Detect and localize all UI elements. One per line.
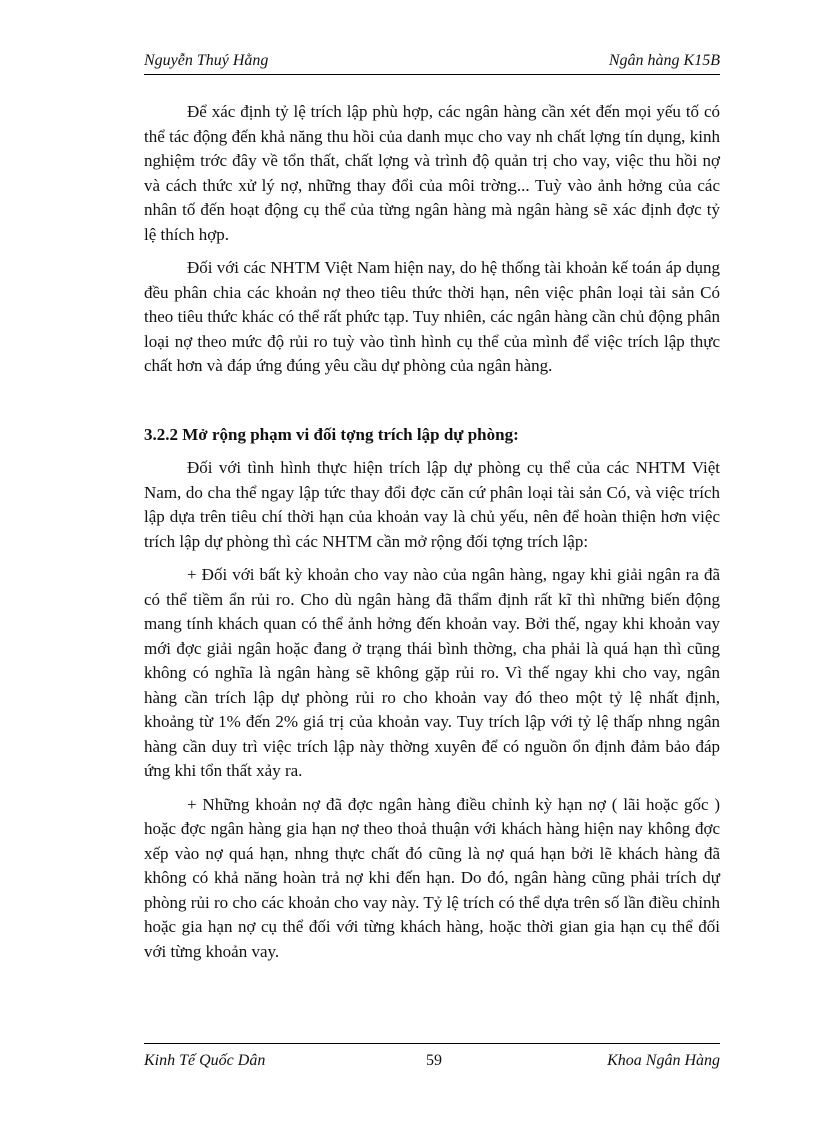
header-department: Ngân hàng K15B [608, 52, 720, 69]
footer-rule [144, 1043, 720, 1044]
paragraph-2: Đối với các NHTM Việt Nam hiện nay, do hệ thống tài khoản kế toán áp dụng đều phân chia các khoản nợ theo tiêu thức thời hạn, nên việc phân loại tài sản Có theo tiêu thức khác có thể rất phức tạp. Tuy nhiên, các ngân hàng cần chủ động phân loại nợ theo mức độ rủi ro tuỳ vào tình hình cụ thể của mình để việc trích lập thực chất hơn và đáp ứng đúng yêu cầu dự phòng của ngân hàng. [144, 258, 720, 375]
header-author: Nguyễn Thuý Hằng [144, 52, 269, 69]
header-rule [144, 74, 720, 75]
paragraph-1: Để xác định tỷ lệ trích lập phù hợp, các ngân hàng cần xét đến mọi yếu tố có thể tác động đến khả năng thu hồi của danh mục cho vay nh chất lợng tín dụng, kinh nghiệm trớc đây về tổn thất, chất lợng và trình độ quản trị cho vay, việc thu hồi nợ và cách thức xử lý nợ, những thay đổi của môi trờng... Tuỳ vào ảnh hởng của các nhân tố đến hoạt động cụ thể của từng ngân hàng mà ngân hàng sẽ xác định đợc tỷ lệ thích hợp. [144, 102, 720, 244]
page-body [144, 100, 720, 964]
page-number: 59 [426, 1052, 442, 1069]
footer-faculty: Khoa Ngân Hàng [607, 1052, 720, 1069]
section-heading: 3.2.2 Mở rộng phạm vi đối tợng trích lập dự phòng: [144, 424, 519, 444]
paragraph-5: + Những khoản nợ đã đợc ngân hàng điều chỉnh kỳ hạn nợ ( lãi hoặc gốc ) hoặc đợc ngân hàng gia hạn nợ theo thoả thuận với khách hàng hiện nay không đợc xếp vào nợ quá hạn, nhng thực chất đó cũng là nợ quá hạn bởi lẽ khách hàng đã không có khả năng hoàn trả nợ khi đến hạn. Do đó, ngân hàng cũng phải trích dự phòng rủi ro cho các khoản cho vay này. Tỷ lệ trích có thể dựa trên số lần điều chỉnh hoặc gia hạn nợ cụ thể đối với từng khách hàng, hoặc thời gian gia hạn cụ thể đối với từng khoản vay. [144, 794, 720, 961]
paragraph-4: + Đối với bất kỳ khoản cho vay nào của ngân hàng, ngay khi giải ngân ra đã có thể tiềm ẩn rủi ro. Cho dù ngân hàng đã thẩm định rất kĩ thì những biến động mang tính khách quan có thể ảnh hởng đến khoản vay. Bởi thế, ngay khi khoản vay mới đợc giải ngân hoặc đang ở trạng thái bình thờng, cha phải là quá hạn thì cũng không có nghĩa là ngân hàng sẽ không gặp rủi ro. Vì thế ngay khi cho vay, ngân hàng cần trích lập dự phòng rủi ro cho khoản vay đó theo một tỷ lệ nhất định, khoảng từ 1% đến 2% giá trị của khoản vay. Tuy trích lập với tỷ lệ thấp nhng ngân hàng cần duy trì việc trích lập này thờng xuyên để có nguồn ổn định đảm bảo đáp ứng khi tổn thất xảy ra. [144, 565, 720, 780]
page-header [144, 52, 720, 74]
paragraph-3: Đối với tình hình thực hiện trích lập dự phòng cụ thể của các NHTM Việt Nam, do cha thể ngay lập tức thay đổi đợc căn cứ phân loại tài sản Có, và việc trích lập dựa trên tiêu chí thời hạn của khoản vay là chủ yếu, nên để hoàn thiện hơn việc trích lập dự phòng thì các NHTM cần mở rộng đối tợng trích lập: [144, 458, 720, 551]
page-footer [144, 1052, 720, 1074]
footer-school: Kinh Tế Quốc Dân [144, 1052, 266, 1069]
